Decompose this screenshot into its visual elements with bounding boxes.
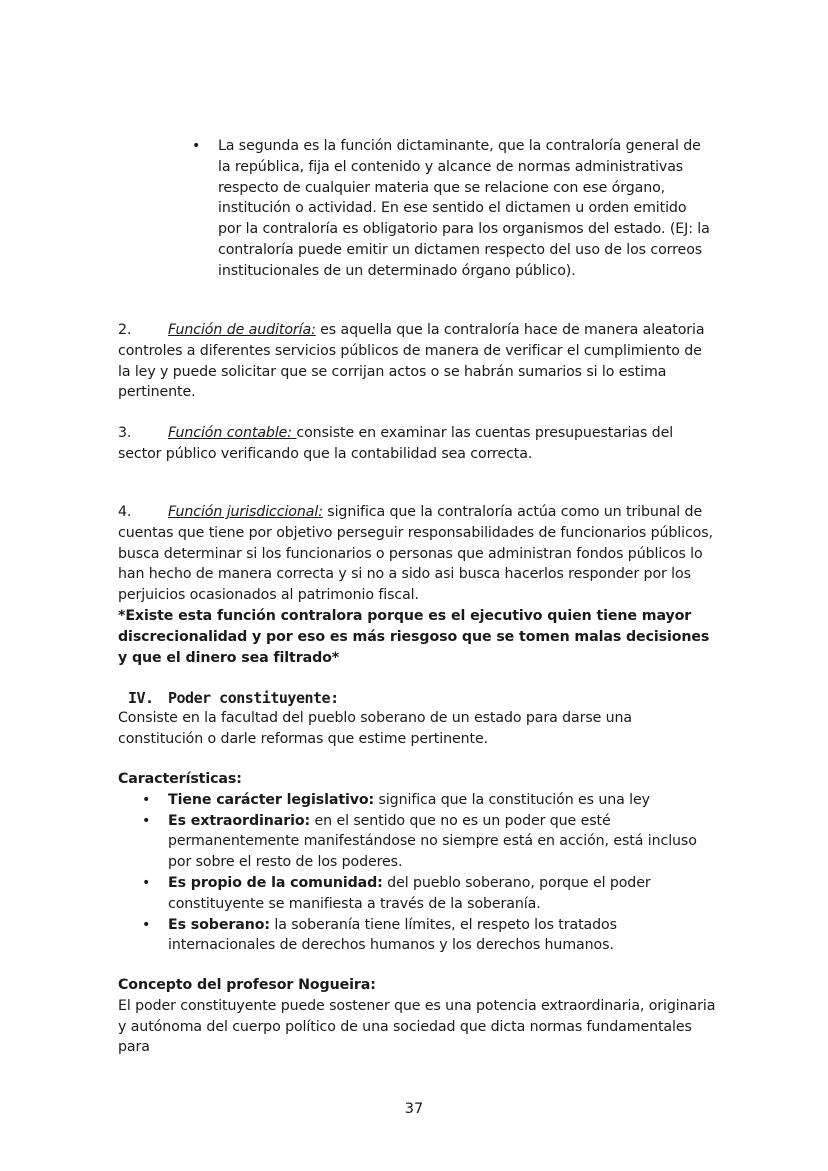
note-text: *Existe esta función contralora porque es el ejecutivo quien tiene mayor discrecionalidad y por eso es más riesgoso que se tomen malas decisiones y que el dinero sea filtrado* [118, 607, 710, 666]
item-text: significa que la constitución es una ley [374, 791, 650, 808]
item-text: es aquella que la contraloría hace de manera aleatoria controles a diferentes servicios públicos de manera de verificar el cumplimiento de la ley y puede solicitar que se corrijan actos o se habrán sumarios si lo estima pertinente. [118, 322, 705, 401]
item-label: Tiene carácter legislativo: [168, 791, 375, 808]
item-text: significa que la contraloría actúa como un tribunal de cuentas que tiene por objetivo perseguir responsabilidades de funcionarios públicos, busca determinar si los funcionarios o personas que administran fondos públicos lo han hecho de manera correcta y si no a sido asi busca hacerlos responder por los perjuicios ocasionados al patrimonio fiscal. [118, 504, 713, 604]
section-intro: Consiste en la facultad del pueblo soberano de un estado para darse una constitución o darle reformas que estime pertinente. [118, 710, 633, 747]
concept-text: El poder constituyente puede sostener que es una potencia extraordinaria, originaria y autónoma del cuerpo político de una sociedad que dicta normas fundamentales para [118, 997, 716, 1056]
item-number: 4. [118, 504, 132, 520]
item-term: Función contable: [168, 425, 297, 441]
characteristics-list [118, 790, 718, 956]
item-text: la soberanía tiene límites, el respeto los tratados internacionales de derechos humanos y los derechos humanos. [168, 916, 617, 954]
item-number: 3. [118, 425, 132, 441]
characteristics-heading: Características: [118, 771, 242, 787]
bullet-funcion-dictaminante [192, 136, 712, 282]
item-term: Función jurisdiccional: [168, 504, 323, 520]
item-text: consiste en examinar las cuentas presupuestarias del sector público verificando que la contabilidad sea correcta. [118, 425, 674, 462]
page-number: 37 [404, 1101, 424, 1117]
list-item [118, 873, 718, 915]
item-funcion-contable [118, 423, 718, 465]
bullet-text: La segunda es la función dictaminante, que la contraloría general de la república, fija el contenido y alcance de normas administrativas respecto de cualquier materia que se relacione con ese órgano, institución o actividad. En ese sentido el dictamen u orden emitido por la contraloría es obligatorio para los organismos del estado. (EJ: la contraloría puede emitir un dictamen respecto del uso de los correos institucionales de un determinado órgano público). [218, 138, 710, 279]
bullet-marker: • [142, 812, 151, 829]
bullet-marker: • [142, 874, 151, 891]
item-text: en el sentido que no es un poder que esté permanentemente manifestándose no siempre está en acción, está incluso por sobre el resto de los poderes. [168, 812, 697, 871]
section-heading [128, 688, 339, 708]
item-label: Es soberano: [168, 916, 270, 933]
item-term: Función de auditoría: [168, 322, 316, 338]
concept-heading: Concepto del profesor Nogueira: [118, 977, 376, 993]
item-number: 2. [118, 322, 132, 338]
list-item [118, 790, 718, 811]
item-text: del pueblo soberano, porque el poder constituyente se manifiesta a través de la soberanía. [168, 874, 651, 912]
list-item [118, 811, 718, 873]
item-label: Es propio de la comunidad: [168, 874, 383, 891]
bullet-marker: • [142, 916, 151, 933]
item-label: Es extraordinario: [168, 812, 311, 829]
characteristics-block [118, 769, 718, 956]
item-funcion-jurisdiccional [118, 502, 718, 668]
concept-block [118, 975, 718, 1058]
section-roman: IV. [128, 689, 154, 707]
bullet-marker: • [192, 138, 201, 154]
list-item [118, 915, 718, 957]
bullet-marker: • [142, 791, 151, 808]
item-funcion-auditoria [118, 320, 718, 403]
section-title: Poder constituyente: [168, 689, 339, 707]
